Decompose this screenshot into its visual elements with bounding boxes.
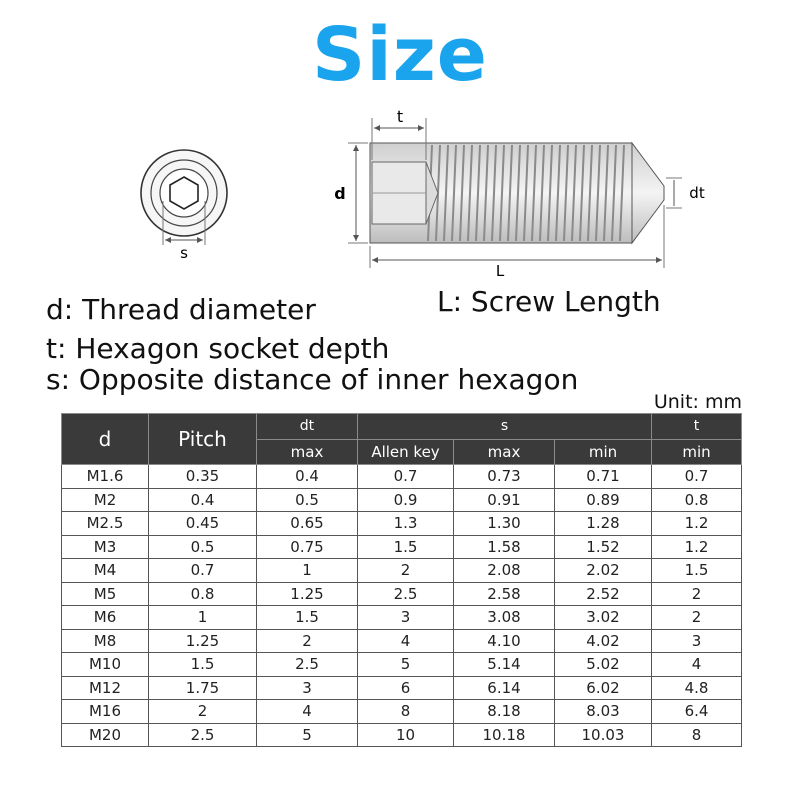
table-row xyxy=(62,676,742,700)
table-row xyxy=(62,653,742,677)
unit-label: Unit: mm xyxy=(653,391,742,413)
cell-s-min: 4.02 xyxy=(555,629,652,653)
cell-allen-key: 2 xyxy=(358,559,454,583)
label-dt: dt xyxy=(689,184,705,202)
cell-s-min: 0.89 xyxy=(555,488,652,512)
cell-t-min: 1.2 xyxy=(652,535,742,559)
cell-dt-max: 2.5 xyxy=(257,653,358,677)
spec-table xyxy=(61,413,742,747)
cell-d: M3 xyxy=(62,535,149,559)
cell-d: M1.6 xyxy=(62,465,149,489)
cell-s-max: 1.58 xyxy=(454,535,555,559)
label-d: d xyxy=(334,184,346,203)
cell-t-min: 6.4 xyxy=(652,700,742,724)
cell-dt-max: 1 xyxy=(257,559,358,583)
cell-s-min: 2.52 xyxy=(555,582,652,606)
header-t-min: min xyxy=(652,439,742,465)
header-d: d xyxy=(62,414,149,465)
cell-pitch: 2 xyxy=(149,700,257,724)
cell-dt-max: 0.5 xyxy=(257,488,358,512)
cell-dt-max: 3 xyxy=(257,676,358,700)
cell-t-min: 2 xyxy=(652,582,742,606)
cell-dt-max: 0.65 xyxy=(257,512,358,536)
cell-s-min: 6.02 xyxy=(555,676,652,700)
label-s: s xyxy=(180,244,188,262)
cell-t-min: 0.7 xyxy=(652,465,742,489)
cell-s-max: 2.58 xyxy=(454,582,555,606)
cell-dt-max: 1.25 xyxy=(257,582,358,606)
header-allen-key: Allen key xyxy=(358,439,454,465)
header-dt-max: max xyxy=(257,439,358,465)
cell-dt-max: 0.4 xyxy=(257,465,358,489)
label-t: t xyxy=(396,107,404,126)
cell-t-min: 3 xyxy=(652,629,742,653)
header-dt: dt xyxy=(257,414,358,440)
cell-d: M5 xyxy=(62,582,149,606)
cell-d: M4 xyxy=(62,559,149,583)
cell-s-min: 5.02 xyxy=(555,653,652,677)
cell-allen-key: 3 xyxy=(358,606,454,630)
table-row xyxy=(62,606,742,630)
side-view xyxy=(370,143,664,243)
cell-pitch: 1 xyxy=(149,606,257,630)
cell-t-min: 0.8 xyxy=(652,488,742,512)
cell-pitch: 0.8 xyxy=(149,582,257,606)
cell-t-min: 4.8 xyxy=(652,676,742,700)
cell-s-min: 1.52 xyxy=(555,535,652,559)
table-row xyxy=(62,465,742,489)
cell-s-max: 0.91 xyxy=(454,488,555,512)
cell-t-min: 1.5 xyxy=(652,559,742,583)
table-row xyxy=(62,629,742,653)
cell-d: M6 xyxy=(62,606,149,630)
header-s-min: min xyxy=(555,439,652,465)
header-pitch: Pitch xyxy=(149,414,257,465)
cell-t-min: 1.2 xyxy=(652,512,742,536)
cell-allen-key: 2.5 xyxy=(358,582,454,606)
table-row xyxy=(62,559,742,583)
table-row xyxy=(62,488,742,512)
cell-s-max: 4.10 xyxy=(454,629,555,653)
cell-pitch: 1.5 xyxy=(149,653,257,677)
cell-allen-key: 0.7 xyxy=(358,465,454,489)
table-row xyxy=(62,723,742,747)
cell-allen-key: 0.9 xyxy=(358,488,454,512)
legend-t: t: Hexagon socket depth xyxy=(46,332,390,365)
cell-d: M8 xyxy=(62,629,149,653)
cell-s-min: 1.28 xyxy=(555,512,652,536)
cell-d: M2 xyxy=(62,488,149,512)
table-row xyxy=(62,582,742,606)
cell-s-max: 6.14 xyxy=(454,676,555,700)
screw-diagram xyxy=(0,0,800,290)
cell-s-min: 10.03 xyxy=(555,723,652,747)
cell-d: M16 xyxy=(62,700,149,724)
label-L: L xyxy=(495,262,505,280)
cell-pitch: 1.25 xyxy=(149,629,257,653)
cell-allen-key: 5 xyxy=(358,653,454,677)
cell-s-max: 5.14 xyxy=(454,653,555,677)
cell-pitch: 0.5 xyxy=(149,535,257,559)
legend-s: s: Opposite distance of inner hexagon xyxy=(46,363,579,396)
cell-pitch: 1.75 xyxy=(149,676,257,700)
cell-d: M2.5 xyxy=(62,512,149,536)
cell-s-max: 8.18 xyxy=(454,700,555,724)
table-row xyxy=(62,535,742,559)
cell-allen-key: 10 xyxy=(358,723,454,747)
cell-s-min: 3.02 xyxy=(555,606,652,630)
table-row xyxy=(62,700,742,724)
cell-s-min: 2.02 xyxy=(555,559,652,583)
legend-L: L: Screw Length xyxy=(437,285,661,318)
cell-dt-max: 2 xyxy=(257,629,358,653)
cell-pitch: 0.45 xyxy=(149,512,257,536)
cell-d: M12 xyxy=(62,676,149,700)
cell-d: M20 xyxy=(62,723,149,747)
cell-s-max: 1.30 xyxy=(454,512,555,536)
cell-allen-key: 8 xyxy=(358,700,454,724)
cell-pitch: 0.35 xyxy=(149,465,257,489)
cell-pitch: 0.4 xyxy=(149,488,257,512)
page-title: Size xyxy=(312,12,488,98)
cell-d: M10 xyxy=(62,653,149,677)
cell-s-max: 2.08 xyxy=(454,559,555,583)
legend-d: d: Thread diameter xyxy=(46,293,316,326)
table-row xyxy=(62,512,742,536)
cell-s-max: 3.08 xyxy=(454,606,555,630)
cell-s-max: 10.18 xyxy=(454,723,555,747)
cell-s-max: 0.73 xyxy=(454,465,555,489)
cell-dt-max: 4 xyxy=(257,700,358,724)
header-t: t xyxy=(652,414,742,440)
cell-t-min: 4 xyxy=(652,653,742,677)
cell-dt-max: 1.5 xyxy=(257,606,358,630)
cell-allen-key: 1.3 xyxy=(358,512,454,536)
cell-allen-key: 6 xyxy=(358,676,454,700)
cell-t-min: 2 xyxy=(652,606,742,630)
cell-t-min: 8 xyxy=(652,723,742,747)
cell-s-min: 8.03 xyxy=(555,700,652,724)
cell-allen-key: 1.5 xyxy=(358,535,454,559)
cell-pitch: 2.5 xyxy=(149,723,257,747)
cell-dt-max: 0.75 xyxy=(257,535,358,559)
cell-s-min: 0.71 xyxy=(555,465,652,489)
header-s: s xyxy=(358,414,652,440)
header-s-max: max xyxy=(454,439,555,465)
cell-dt-max: 5 xyxy=(257,723,358,747)
end-view xyxy=(141,150,227,245)
cell-allen-key: 4 xyxy=(358,629,454,653)
cell-pitch: 0.7 xyxy=(149,559,257,583)
